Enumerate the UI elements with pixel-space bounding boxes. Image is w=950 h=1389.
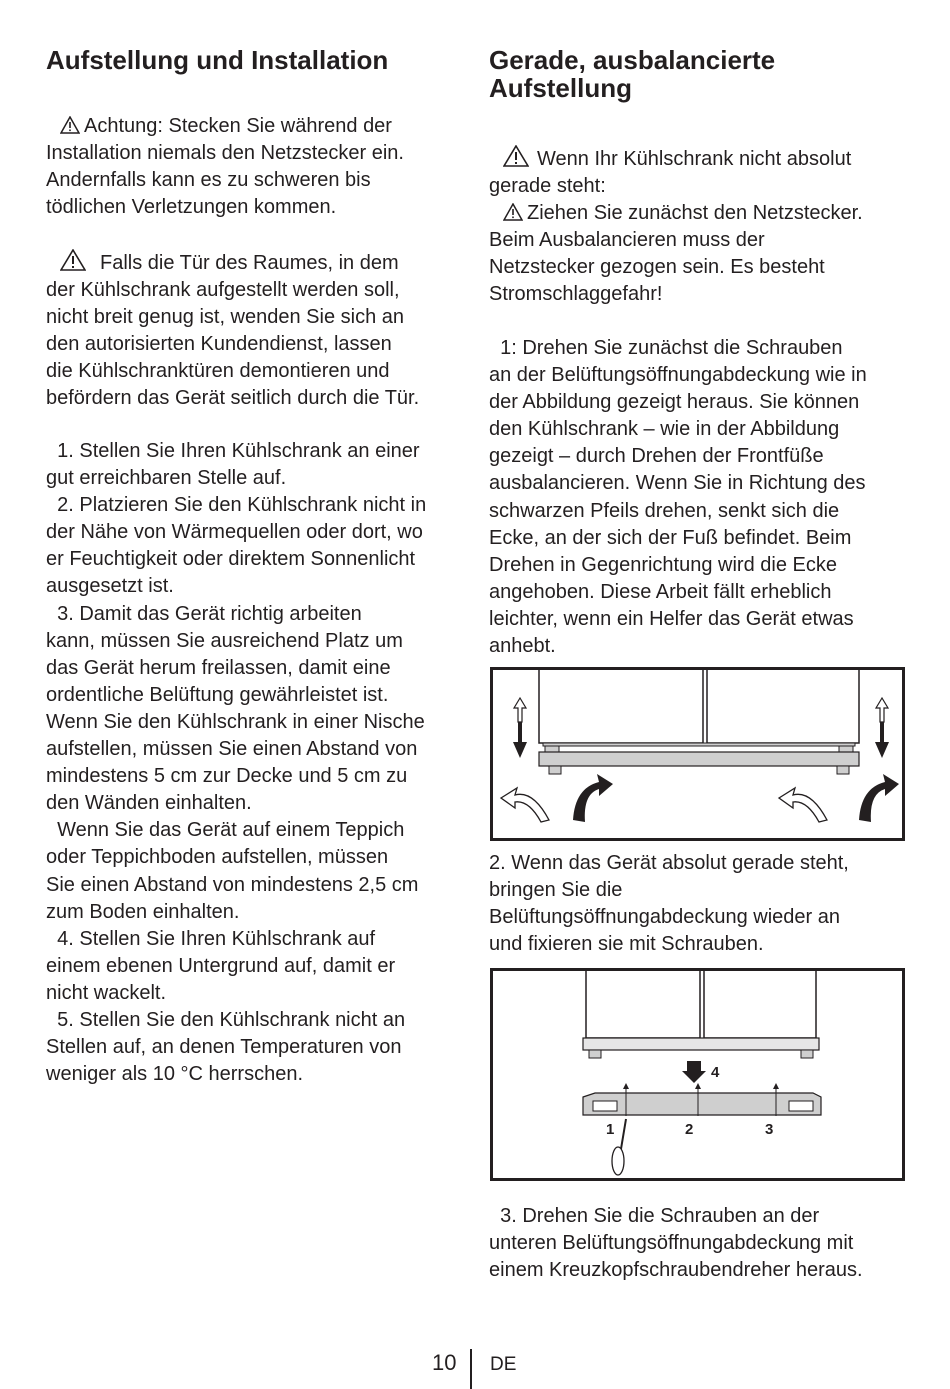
text-line: befördern das Gerät seitlich durch die Tür. (46, 387, 420, 410)
text-line: leichter, wenn ein Helfer das Gerät etwas (489, 607, 854, 630)
warning-icon (503, 145, 529, 167)
text-line: einem ebenen Untergrund auf, damit er (46, 954, 396, 977)
text-line: der Abbildung gezeigt heraus. Sie können (489, 391, 860, 414)
text-line: Wenn Sie den Kühlschrank in einer Nische (46, 710, 425, 733)
text-line: 5. Stellen Sie den Kühlschrank nicht an (46, 1008, 406, 1031)
label-3: 3 (765, 1121, 774, 1138)
page-number: 10 (432, 1350, 457, 1375)
text-line: 1: Drehen Sie zunächst die Schrauben (489, 337, 843, 359)
left-warning-installation (46, 113, 404, 221)
right-warning-level (489, 145, 863, 309)
text-line: der Kühlschrank aufgestellt werden soll, (46, 279, 400, 302)
language-label: DE (490, 1354, 517, 1375)
footer-divider (470, 1349, 472, 1389)
left-warning-door (46, 249, 419, 413)
text-line: Wenn Sie das Gerät auf einem Teppich (46, 819, 405, 842)
text-line: gezeigt – durch Drehen der Frontfüße (489, 445, 824, 468)
text-line: 4. Stellen Sie Ihren Kühlschrank auf (46, 927, 376, 950)
text-line: 3. Drehen Sie die Schrauben an der (489, 1205, 820, 1227)
text-line: tödlichen Verletzungen kommen. (46, 196, 337, 219)
text-line: gerade steht: (489, 175, 606, 198)
text-line: Andernfalls kann es zu schweren bis (46, 169, 371, 192)
text-line: den Kühlschrank – wie in der Abbildung (489, 418, 840, 441)
text-line: aufstellen, müssen Sie einen Abstand von (46, 738, 418, 761)
text-line: kann, müssen Sie ausreichend Platz um (46, 629, 403, 652)
text-line: Stromschlaggefahr! (489, 283, 663, 306)
text-line: weniger als 10 °C herrschen. (46, 1063, 304, 1086)
leveling-illustration (493, 670, 902, 838)
title-line: Aufstellung (489, 73, 632, 103)
text-line (489, 200, 863, 227)
text-line: Falls die Tür des Raumes, in dem (100, 252, 399, 274)
right-title (489, 46, 775, 102)
figure-vent-cover (490, 968, 905, 1181)
text-line: die Kühlschranktüren demontieren und (46, 360, 390, 383)
warning-icon (60, 116, 80, 134)
text-line: er Feuchtigkeit oder direktem Sonnenlicht (46, 548, 416, 571)
label-2: 2 (685, 1121, 694, 1138)
text-line: nicht breit genug ist, wenden Sie sich an (46, 306, 404, 329)
text-line: oder Teppichboden aufstellen, müssen (46, 846, 389, 869)
left-title: Aufstellung und Installation (46, 45, 389, 75)
text-line: und fixieren sie mit Schrauben. (489, 933, 764, 956)
text-line: 3. Damit das Gerät richtig arbeiten (46, 602, 362, 625)
text-line: Belüftungsöffnungabdeckung wieder an (489, 906, 841, 929)
text-line: 1. Stellen Sie Ihren Kühlschrank an einer (46, 440, 420, 462)
text-line: ordentliche Belüftung gewährleistet ist. (46, 683, 389, 706)
text-line: ausgesetzt ist. (46, 575, 174, 598)
text-line: angehoben. Diese Arbeit fällt erheblich (489, 580, 832, 603)
text-line: schwarzen Pfeils drehen, senkt sich die (489, 499, 840, 522)
text-line: nicht wackelt. (46, 981, 167, 1004)
text-line: 2. Wenn das Gerät absolut gerade steht, (489, 852, 849, 874)
text-line: an der Belüftungsöffnungabdeckung wie in (489, 364, 867, 387)
text-line (46, 113, 404, 140)
text-line: das Gerät herum freilassen, damit eine (46, 656, 391, 679)
label-1: 1 (606, 1121, 615, 1138)
text-line: unteren Belüftungsöffnungabdeckung mit (489, 1232, 854, 1255)
text-line: Ziehen Sie zunächst den Netzstecker. (527, 202, 863, 225)
text-line (489, 145, 863, 173)
text-line: bringen Sie die (489, 879, 623, 902)
text-line: ausbalancieren. Wenn Sie in Richtung des (489, 472, 866, 495)
label-4: 4 (711, 1064, 720, 1081)
text-line: einem Kreuzkopfschraubendreher heraus. (489, 1259, 863, 1282)
text-line: anhebt. (489, 635, 556, 658)
title-line: Gerade, ausbalancierte (489, 45, 776, 75)
text-line: den Wänden einhalten. (46, 792, 252, 815)
text-line: Stellen auf, an denen Temperaturen von (46, 1036, 402, 1059)
warning-icon (503, 203, 523, 221)
text-line: Drehen in Gegenrichtung wird die Ecke (489, 553, 837, 576)
text-line: Wenn Ihr Kühlschrank nicht absolut (537, 148, 852, 170)
vent-cover-illustration (493, 971, 902, 1178)
right-step2 (489, 850, 849, 958)
text-line: Achtung: Stecken Sie während der (84, 115, 392, 137)
text-line: den autorisierten Kundendienst, lassen (46, 333, 392, 356)
text-line: der Nähe von Wärmequellen oder dort, wo (46, 521, 423, 544)
right-step1 (489, 335, 867, 660)
text-line (46, 249, 419, 277)
left-steps-list (46, 438, 426, 1088)
text-line: Beim Ausbalancieren muss der (489, 229, 765, 252)
text-line: 2. Platzieren Sie den Kühlschrank nicht in (46, 494, 427, 517)
right-step3 (489, 1203, 863, 1284)
text-line: Netzstecker gezogen sein. Es besteht (489, 256, 825, 279)
text-line: gut erreichbaren Stelle auf. (46, 467, 287, 490)
warning-icon (60, 249, 86, 271)
text-line: mindestens 5 cm zur Decke und 5 cm zu (46, 765, 408, 788)
figure-leveling-feet (490, 667, 905, 841)
text-line: zum Boden einhalten. (46, 900, 240, 923)
text-line: Sie einen Abstand von mindestens 2,5 cm (46, 873, 419, 896)
text-line: Installation niemals den Netzstecker ein. (46, 142, 404, 165)
text-line: Ecke, an der sich der Fuß befindet. Beim (489, 526, 852, 549)
